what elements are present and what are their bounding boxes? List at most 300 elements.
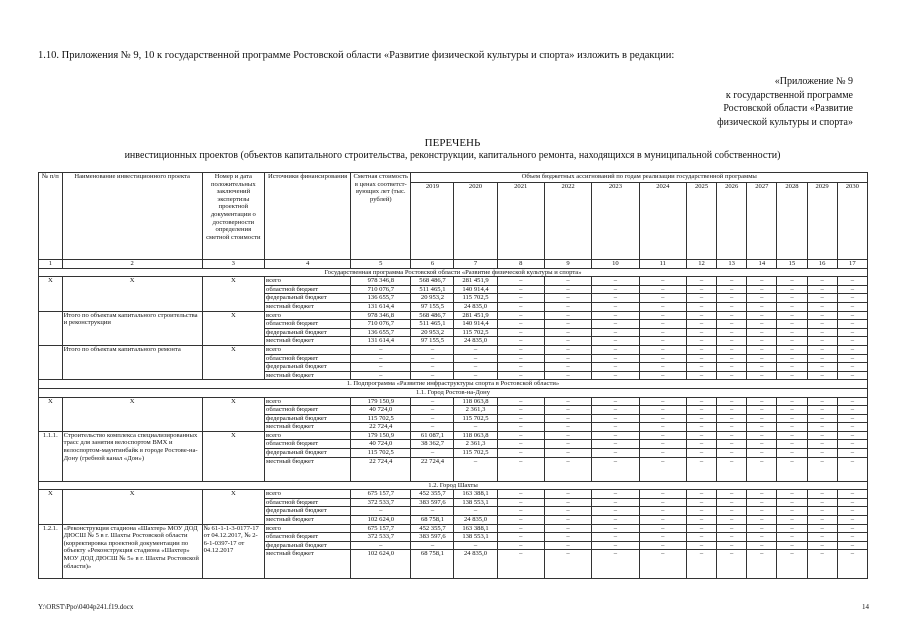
amount-2019: 383 597,6: [411, 498, 454, 507]
row-number: [39, 345, 63, 379]
amount-later-year: –: [807, 507, 837, 516]
amount-2019: 20 953,2: [411, 328, 454, 337]
amount-2020: –: [454, 423, 497, 432]
amount-2020: 281 451,9: [454, 277, 497, 286]
amount-2020: –: [454, 507, 497, 516]
amount-later-year: –: [497, 550, 544, 579]
amount-later-year: –: [717, 423, 747, 432]
year-header: 2022: [544, 183, 591, 260]
amount-2020: 281 451,9: [454, 311, 497, 320]
amount-2020: 138 553,1: [454, 498, 497, 507]
amount-later-year: –: [686, 550, 716, 579]
amount-later-year: –: [747, 397, 777, 406]
amount-2020: 24 835,0: [454, 550, 497, 579]
amount-later-year: –: [497, 414, 544, 423]
amount-2019: –: [411, 449, 454, 458]
amount-later-year: –: [639, 414, 686, 423]
intro-text: 1.10. Приложения № 9, 10 к государственной программе Ростовской области «Развитие физической культуры и спорта» изложить в редакции:: [38, 50, 675, 61]
amount-later-year: –: [777, 302, 807, 311]
amount-later-year: –: [777, 345, 807, 354]
amount-later-year: –: [544, 294, 591, 303]
financing-source: всего: [265, 397, 351, 406]
amount-later-year: –: [717, 371, 747, 380]
header-financing-source: Источники финансирования: [265, 173, 351, 260]
column-number: 15: [777, 260, 807, 269]
amount-later-year: –: [747, 311, 777, 320]
amount-2020: 118 063,8: [454, 431, 497, 440]
amount-later-year: –: [747, 320, 777, 329]
amount-2020: 24 835,0: [454, 302, 497, 311]
amount-2020: 115 702,5: [454, 449, 497, 458]
expertise-conclusion: Х: [202, 345, 264, 379]
amount-later-year: –: [777, 371, 807, 380]
amount-2019: 68 758,1: [411, 550, 454, 579]
amount-later-year: –: [717, 277, 747, 286]
amount-later-year: –: [497, 311, 544, 320]
amount-later-year: –: [837, 294, 867, 303]
column-number: 12: [686, 260, 716, 269]
row-number: [39, 311, 63, 345]
financing-source: местный бюджет: [265, 550, 351, 579]
amount-later-year: –: [497, 406, 544, 415]
amount-later-year: –: [544, 363, 591, 372]
amount-2020: –: [454, 363, 497, 372]
amount-later-year: –: [837, 363, 867, 372]
estimated-cost: 675 157,7: [351, 490, 411, 499]
amount-later-year: –: [807, 320, 837, 329]
amount-later-year: –: [747, 294, 777, 303]
amount-later-year: –: [592, 457, 639, 481]
amount-later-year: –: [497, 285, 544, 294]
amount-later-year: –: [497, 277, 544, 286]
financing-source: всего: [265, 277, 351, 286]
amount-later-year: –: [807, 490, 837, 499]
amount-later-year: –: [747, 490, 777, 499]
amount-later-year: –: [639, 524, 686, 533]
amount-later-year: –: [544, 550, 591, 579]
amount-later-year: –: [639, 354, 686, 363]
amount-later-year: –: [544, 516, 591, 525]
amount-later-year: –: [497, 337, 544, 346]
amount-later-year: –: [747, 363, 777, 372]
amount-later-year: –: [717, 414, 747, 423]
amount-later-year: –: [807, 516, 837, 525]
amount-later-year: –: [807, 533, 837, 542]
amount-later-year: –: [544, 498, 591, 507]
amount-later-year: –: [717, 541, 747, 550]
amount-later-year: –: [639, 457, 686, 481]
amount-later-year: –: [777, 423, 807, 432]
section-title: Государственная программа Ростовской области «Развитие физической культуры и спорта»: [39, 268, 868, 277]
amount-later-year: –: [544, 423, 591, 432]
expertise-conclusion: № 61-1-1-3-0177-17 от 04.12.2017, № 2-6-1-0397-17 от 04.12.2017: [202, 524, 264, 579]
table-row: [39, 431, 868, 440]
header-budget-volume: Объем бюджетных ассигнований по годам реализации государственной программы: [411, 173, 868, 183]
column-number: 1: [39, 260, 63, 269]
row-number: 1.2.1.: [39, 524, 63, 579]
amount-later-year: –: [639, 294, 686, 303]
amount-later-year: –: [777, 440, 807, 449]
amount-later-year: –: [639, 277, 686, 286]
column-number: 9: [544, 260, 591, 269]
amount-later-year: –: [639, 397, 686, 406]
amount-later-year: –: [544, 337, 591, 346]
estimated-cost: 136 655,7: [351, 294, 411, 303]
amount-later-year: –: [777, 498, 807, 507]
amount-later-year: –: [592, 345, 639, 354]
amount-later-year: –: [837, 414, 867, 423]
amount-2019: –: [411, 371, 454, 380]
amount-later-year: –: [686, 533, 716, 542]
amount-later-year: –: [807, 354, 837, 363]
column-number: 14: [747, 260, 777, 269]
page-number: 14: [862, 603, 869, 611]
column-number: 11: [639, 260, 686, 269]
amount-later-year: –: [592, 440, 639, 449]
estimated-cost: 978 346,8: [351, 311, 411, 320]
amount-later-year: –: [497, 363, 544, 372]
amount-later-year: –: [686, 354, 716, 363]
estimated-cost: 115 702,5: [351, 414, 411, 423]
amount-later-year: –: [544, 311, 591, 320]
amount-later-year: –: [544, 397, 591, 406]
amount-later-year: –: [497, 320, 544, 329]
amount-later-year: –: [777, 524, 807, 533]
amount-2020: 163 388,1: [454, 490, 497, 499]
amount-later-year: –: [592, 524, 639, 533]
estimated-cost: 102 624,0: [351, 516, 411, 525]
amount-later-year: –: [497, 490, 544, 499]
amount-later-year: –: [747, 507, 777, 516]
amount-later-year: –: [639, 320, 686, 329]
investment-projects-table: [38, 172, 868, 579]
estimated-cost: 40 724,0: [351, 440, 411, 449]
amount-later-year: –: [747, 516, 777, 525]
amount-2019: –: [411, 345, 454, 354]
amount-later-year: –: [592, 285, 639, 294]
amount-later-year: –: [747, 431, 777, 440]
amount-later-year: –: [592, 423, 639, 432]
amount-2020: 2 361,3: [454, 440, 497, 449]
amount-later-year: –: [686, 311, 716, 320]
financing-source: областной бюджет: [265, 498, 351, 507]
project-name: «Реконструкция стадиона «Шахтер» МОУ ДОД ДЮСШ № 5 в г. Шахты Ростовской области (корректировка проектной документации по объекту «Реконструкция стадиона «Шахтер» МОУ ДОД ДЮСШ № 5» в г. Шахты Ростовской области)»: [62, 524, 202, 579]
amount-later-year: –: [777, 550, 807, 579]
amount-later-year: –: [544, 345, 591, 354]
amount-later-year: –: [686, 328, 716, 337]
appendix-line: физической культуры и спорта»: [717, 116, 853, 128]
project-name: Х: [62, 490, 202, 524]
column-number: 8: [497, 260, 544, 269]
amount-later-year: –: [837, 516, 867, 525]
appendix-line: «Приложение № 9: [774, 76, 853, 87]
amount-later-year: –: [592, 328, 639, 337]
amount-later-year: –: [497, 516, 544, 525]
amount-later-year: –: [544, 457, 591, 481]
estimated-cost: 372 533,7: [351, 498, 411, 507]
amount-later-year: –: [747, 550, 777, 579]
amount-later-year: –: [777, 457, 807, 481]
amount-later-year: –: [544, 414, 591, 423]
section-row: [39, 388, 868, 397]
amount-later-year: –: [717, 457, 747, 481]
amount-2019: 97 155,5: [411, 337, 454, 346]
column-number: 4: [265, 260, 351, 269]
amount-later-year: –: [777, 449, 807, 458]
amount-2020: 115 702,5: [454, 328, 497, 337]
amount-later-year: –: [747, 414, 777, 423]
amount-later-year: –: [807, 277, 837, 286]
amount-later-year: –: [777, 337, 807, 346]
amount-later-year: –: [686, 406, 716, 415]
amount-later-year: –: [544, 533, 591, 542]
amount-later-year: –: [807, 457, 837, 481]
amount-later-year: –: [686, 431, 716, 440]
amount-later-year: –: [837, 431, 867, 440]
amount-2019: 68 758,1: [411, 516, 454, 525]
amount-later-year: –: [592, 533, 639, 542]
amount-later-year: –: [747, 328, 777, 337]
amount-2019: –: [411, 354, 454, 363]
amount-later-year: –: [592, 397, 639, 406]
amount-later-year: –: [497, 354, 544, 363]
amount-later-year: –: [717, 320, 747, 329]
amount-later-year: –: [497, 294, 544, 303]
amount-later-year: –: [639, 302, 686, 311]
amount-later-year: –: [747, 423, 777, 432]
amount-2019: –: [411, 363, 454, 372]
amount-later-year: –: [686, 457, 716, 481]
column-number: 10: [592, 260, 639, 269]
estimated-cost: 102 624,0: [351, 550, 411, 579]
estimated-cost: 675 157,7: [351, 524, 411, 533]
amount-2019: –: [411, 507, 454, 516]
amount-later-year: –: [837, 498, 867, 507]
amount-later-year: –: [592, 311, 639, 320]
header-estimated-cost: Сметная стоимость в ценах соответст-вующих лет (тыс. рублей): [351, 173, 411, 260]
estimated-cost: 710 076,7: [351, 320, 411, 329]
estimated-cost: –: [351, 363, 411, 372]
amount-later-year: –: [639, 490, 686, 499]
amount-later-year: –: [686, 294, 716, 303]
amount-later-year: –: [777, 311, 807, 320]
amount-later-year: –: [717, 397, 747, 406]
amount-later-year: –: [639, 328, 686, 337]
year-header: 2029: [807, 183, 837, 260]
amount-later-year: –: [777, 507, 807, 516]
financing-source: федеральный бюджет: [265, 541, 351, 550]
amount-later-year: –: [717, 285, 747, 294]
amount-later-year: –: [592, 371, 639, 380]
amount-later-year: –: [717, 449, 747, 458]
amount-later-year: –: [807, 371, 837, 380]
financing-source: всего: [265, 311, 351, 320]
amount-later-year: –: [497, 533, 544, 542]
amount-later-year: –: [592, 541, 639, 550]
amount-later-year: –: [717, 345, 747, 354]
amount-later-year: –: [639, 285, 686, 294]
financing-source: областной бюджет: [265, 440, 351, 449]
column-number: 3: [202, 260, 264, 269]
estimated-cost: –: [351, 371, 411, 380]
financing-source: местный бюджет: [265, 302, 351, 311]
amount-later-year: –: [777, 431, 807, 440]
column-number: 5: [351, 260, 411, 269]
amount-later-year: –: [777, 397, 807, 406]
amount-later-year: –: [686, 423, 716, 432]
amount-later-year: –: [592, 320, 639, 329]
section-title: 1.1. Город Ростов-на-Дону: [39, 388, 868, 397]
amount-later-year: –: [544, 320, 591, 329]
header-project-name: Наименование инвестиционного проекта: [62, 173, 202, 260]
amount-later-year: –: [837, 457, 867, 481]
amount-later-year: –: [544, 354, 591, 363]
amount-later-year: –: [807, 328, 837, 337]
amount-later-year: –: [717, 498, 747, 507]
estimated-cost: –: [351, 354, 411, 363]
table-row: [39, 490, 868, 499]
section-row: [39, 268, 868, 277]
amount-later-year: –: [497, 423, 544, 432]
amount-later-year: –: [592, 294, 639, 303]
appendix-line: Ростовской области «Развитие: [723, 103, 853, 114]
estimated-cost: 372 533,7: [351, 533, 411, 542]
amount-later-year: –: [639, 431, 686, 440]
estimated-cost: –: [351, 507, 411, 516]
amount-later-year: –: [837, 507, 867, 516]
amount-later-year: –: [807, 302, 837, 311]
amount-2019: 383 597,6: [411, 533, 454, 542]
financing-source: федеральный бюджет: [265, 414, 351, 423]
amount-later-year: –: [837, 311, 867, 320]
amount-later-year: –: [592, 431, 639, 440]
section-title: 1. Подпрограмма «Развитие инфраструктуры спорта в Ростовской области»: [39, 380, 868, 389]
project-name: Х: [62, 397, 202, 431]
amount-later-year: –: [807, 449, 837, 458]
amount-later-year: –: [747, 302, 777, 311]
estimated-cost: 131 614,4: [351, 302, 411, 311]
amount-later-year: –: [686, 397, 716, 406]
amount-2019: 20 953,2: [411, 294, 454, 303]
amount-later-year: –: [747, 457, 777, 481]
amount-later-year: –: [544, 328, 591, 337]
amount-later-year: –: [717, 302, 747, 311]
estimated-cost: 131 614,4: [351, 337, 411, 346]
amount-2020: –: [454, 354, 497, 363]
amount-later-year: –: [717, 524, 747, 533]
amount-later-year: –: [639, 345, 686, 354]
amount-2020: –: [454, 345, 497, 354]
year-header: 2026: [717, 183, 747, 260]
financing-source: федеральный бюджет: [265, 507, 351, 516]
amount-2020: 115 702,5: [454, 414, 497, 423]
amount-later-year: –: [592, 414, 639, 423]
amount-later-year: –: [837, 406, 867, 415]
amount-later-year: –: [807, 431, 837, 440]
amount-later-year: –: [592, 277, 639, 286]
amount-later-year: –: [686, 449, 716, 458]
amount-later-year: –: [777, 490, 807, 499]
amount-later-year: –: [544, 285, 591, 294]
estimated-cost: 22 724,4: [351, 423, 411, 432]
amount-later-year: –: [497, 507, 544, 516]
amount-2020: 24 835,0: [454, 337, 497, 346]
amount-later-year: –: [717, 354, 747, 363]
amount-later-year: –: [807, 337, 837, 346]
amount-later-year: –: [747, 371, 777, 380]
financing-source: областной бюджет: [265, 354, 351, 363]
amount-later-year: –: [497, 498, 544, 507]
amount-2019: –: [411, 397, 454, 406]
amount-later-year: –: [639, 498, 686, 507]
appendix-line: к государственной программе: [725, 89, 853, 101]
amount-later-year: –: [717, 363, 747, 372]
amount-later-year: –: [544, 440, 591, 449]
header-num: № п/п: [39, 173, 63, 260]
amount-later-year: –: [837, 302, 867, 311]
amount-later-year: –: [837, 423, 867, 432]
amount-later-year: –: [777, 328, 807, 337]
amount-later-year: –: [497, 328, 544, 337]
expertise-conclusion: Х: [202, 431, 264, 481]
table-row: [39, 345, 868, 354]
amount-later-year: –: [717, 490, 747, 499]
amount-later-year: –: [544, 490, 591, 499]
amount-later-year: –: [837, 337, 867, 346]
amount-later-year: –: [807, 498, 837, 507]
amount-later-year: –: [807, 550, 837, 579]
amount-2019: 61 087,1: [411, 431, 454, 440]
estimated-cost: 22 724,4: [351, 457, 411, 481]
table-row: [39, 311, 868, 320]
financing-source: областной бюджет: [265, 320, 351, 329]
amount-later-year: –: [837, 277, 867, 286]
amount-later-year: –: [777, 414, 807, 423]
amount-later-year: –: [544, 277, 591, 286]
amount-later-year: –: [717, 533, 747, 542]
amount-later-year: –: [639, 311, 686, 320]
amount-later-year: –: [497, 371, 544, 380]
amount-later-year: –: [807, 423, 837, 432]
amount-later-year: –: [807, 524, 837, 533]
table-row: [39, 397, 868, 406]
financing-source: местный бюджет: [265, 371, 351, 380]
project-name: Х: [62, 277, 202, 311]
amount-2020: 2 361,3: [454, 406, 497, 415]
year-header: 2023: [592, 183, 639, 260]
year-header: 2019: [411, 183, 454, 260]
appendix-reference: [673, 75, 853, 129]
amount-later-year: –: [807, 406, 837, 415]
year-header: 2030: [837, 183, 867, 260]
table-row: [39, 524, 868, 533]
amount-later-year: –: [717, 328, 747, 337]
amount-later-year: –: [837, 320, 867, 329]
amount-later-year: –: [592, 302, 639, 311]
amount-later-year: –: [592, 507, 639, 516]
amount-2019: 568 486,7: [411, 277, 454, 286]
amount-later-year: –: [639, 363, 686, 372]
amount-later-year: –: [686, 541, 716, 550]
amount-later-year: –: [544, 449, 591, 458]
amount-later-year: –: [747, 345, 777, 354]
financing-source: всего: [265, 490, 351, 499]
document-subtitle: инвестиционных проектов (объектов капитального строительства, реконструкции, капитального ремонта, находящихся в муниципальной собственности): [124, 150, 781, 161]
amount-later-year: –: [686, 345, 716, 354]
amount-2019: 38 362,7: [411, 440, 454, 449]
amount-later-year: –: [747, 354, 777, 363]
amount-later-year: –: [497, 440, 544, 449]
